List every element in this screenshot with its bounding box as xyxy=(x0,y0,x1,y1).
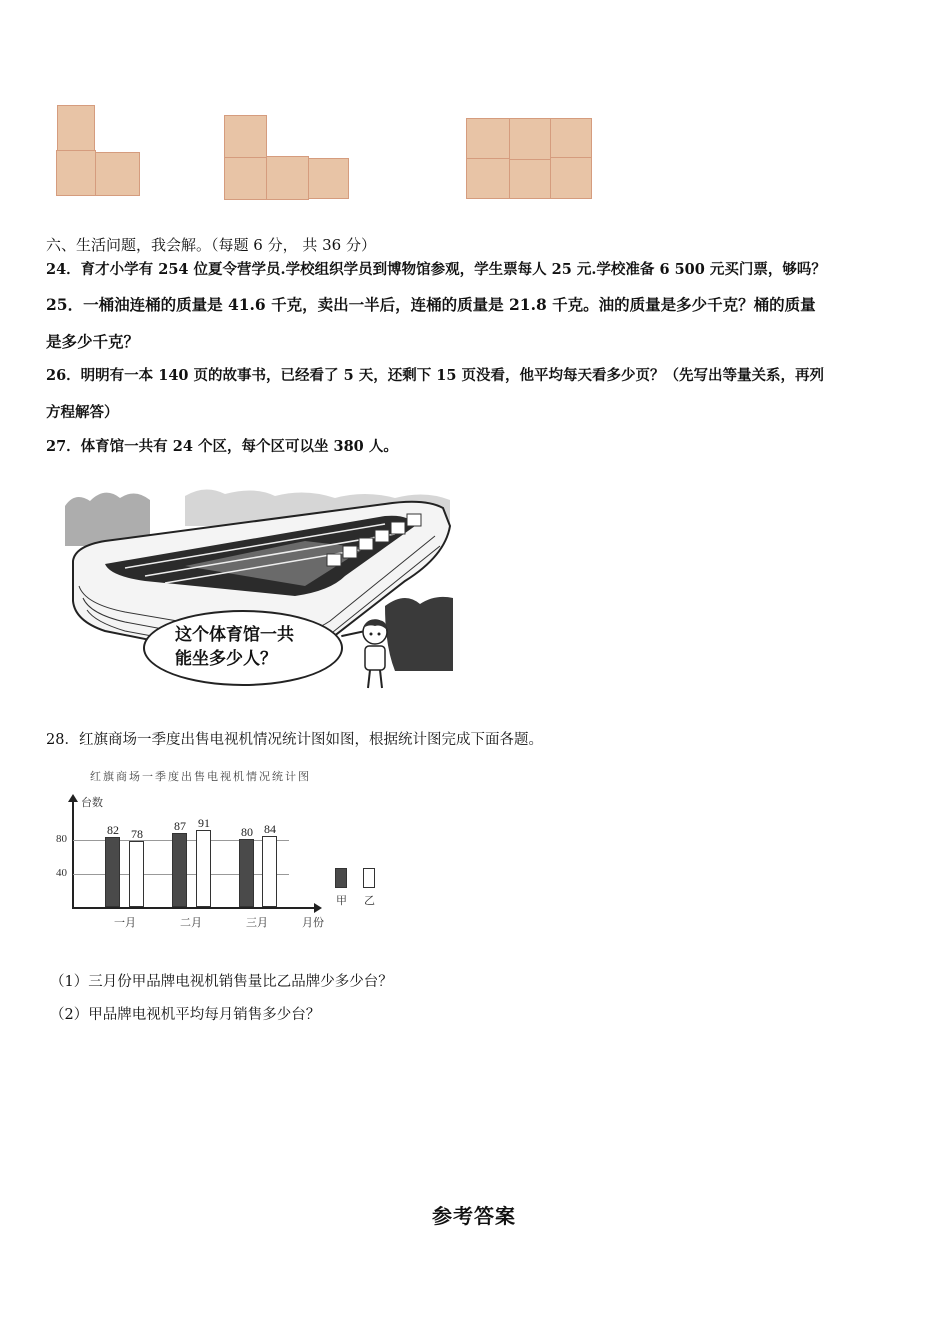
bar-feb-jia xyxy=(172,833,187,907)
y-tick-40: 40 xyxy=(56,867,67,879)
boy-icon xyxy=(355,616,395,694)
question-27: 27．体育馆一共有 24 个区，每个区可以坐 380 人。 xyxy=(46,438,398,455)
question-26-line1: 26．明明有一本 140 页的故事书，已经看了 5 天，还剩下 15 页没看，他平均每天看多少页？（先写出等量关系，再列 xyxy=(46,367,824,384)
tile xyxy=(550,157,592,199)
bar-label-feb-jia: 87 xyxy=(174,819,186,833)
bar-label-mar-jia: 80 xyxy=(241,825,253,839)
question-25-line2: 是多少千克？ xyxy=(46,332,140,351)
answers-heading: 参考答案 xyxy=(432,1204,516,1228)
bar-label-jan-jia: 82 xyxy=(107,823,119,837)
tile xyxy=(224,115,267,158)
bar-label-feb-yi: 91 xyxy=(198,816,210,830)
x-tick-jan: 一月 xyxy=(114,916,136,929)
y-tick-80: 80 xyxy=(56,833,67,845)
speech-bubble-line1: 这个体育馆一共 xyxy=(175,625,294,645)
chart-title: 红旗商场一季度出售电视机情况统计图 xyxy=(90,770,311,783)
tile xyxy=(466,118,510,159)
tile xyxy=(56,150,96,196)
tile xyxy=(57,105,95,151)
speech-bubble xyxy=(143,610,343,686)
question-28-sub1: （1）三月份甲品牌电视机销售量比乙品牌少多少台？ xyxy=(50,974,393,990)
bar-jan-yi xyxy=(129,841,144,907)
stadium-illustration xyxy=(65,486,455,694)
tile xyxy=(466,158,510,199)
bar-chart xyxy=(50,762,400,942)
tile xyxy=(509,159,551,199)
legend-label-jia: 甲 xyxy=(336,894,347,907)
speech-bubble-line2: 能坐多少人？ xyxy=(175,649,277,669)
x-axis-arrow-icon xyxy=(314,903,322,913)
bar-label-jan-yi: 78 xyxy=(131,827,143,841)
legend-label-yi: 乙 xyxy=(364,894,375,907)
y-axis-label: 台数 xyxy=(81,796,103,809)
bar-jan-jia xyxy=(105,837,120,907)
bar-feb-yi xyxy=(196,830,211,907)
question-26-line2: 方程解答） xyxy=(46,404,119,421)
tile xyxy=(95,152,140,196)
question-24: 24．育才小学有 254 位夏令营学员.学校组织学员到博物馆参观，学生票每人 25 元.学校准备 6 500 元买门票，够吗？ xyxy=(46,261,826,278)
bar-mar-jia xyxy=(239,839,254,907)
bar-label-mar-yi: 84 xyxy=(264,822,276,836)
x-axis xyxy=(72,907,316,909)
tile xyxy=(266,156,309,200)
y-axis-arrow-icon xyxy=(68,794,78,802)
question-28-sub2: （2）甲品牌电视机平均每月销售多少台？ xyxy=(50,1007,321,1023)
x-tick-feb: 二月 xyxy=(180,916,202,929)
tile xyxy=(224,157,267,200)
tile xyxy=(509,118,551,160)
question-25-line1: 25．一桶油连桶的质量是 41.6 千克，卖出一半后，连桶的质量是 21.8 千克。油的质量是多少千克？桶的质量 xyxy=(46,295,816,314)
question-28: 28．红旗商场一季度出售电视机情况统计图如图，根据统计图完成下面各题。 xyxy=(46,732,543,748)
tile xyxy=(550,118,592,159)
bar-mar-yi xyxy=(262,836,277,907)
legend-swatch-yi xyxy=(363,868,375,888)
section-heading: 六、生活问题，我会解。（每题 6 分， 共 36 分） xyxy=(46,236,376,254)
x-axis-label: 月份 xyxy=(302,916,324,929)
x-tick-mar: 三月 xyxy=(246,916,268,929)
legend-swatch-jia xyxy=(335,868,347,888)
tile xyxy=(308,158,349,199)
y-axis xyxy=(72,800,74,908)
